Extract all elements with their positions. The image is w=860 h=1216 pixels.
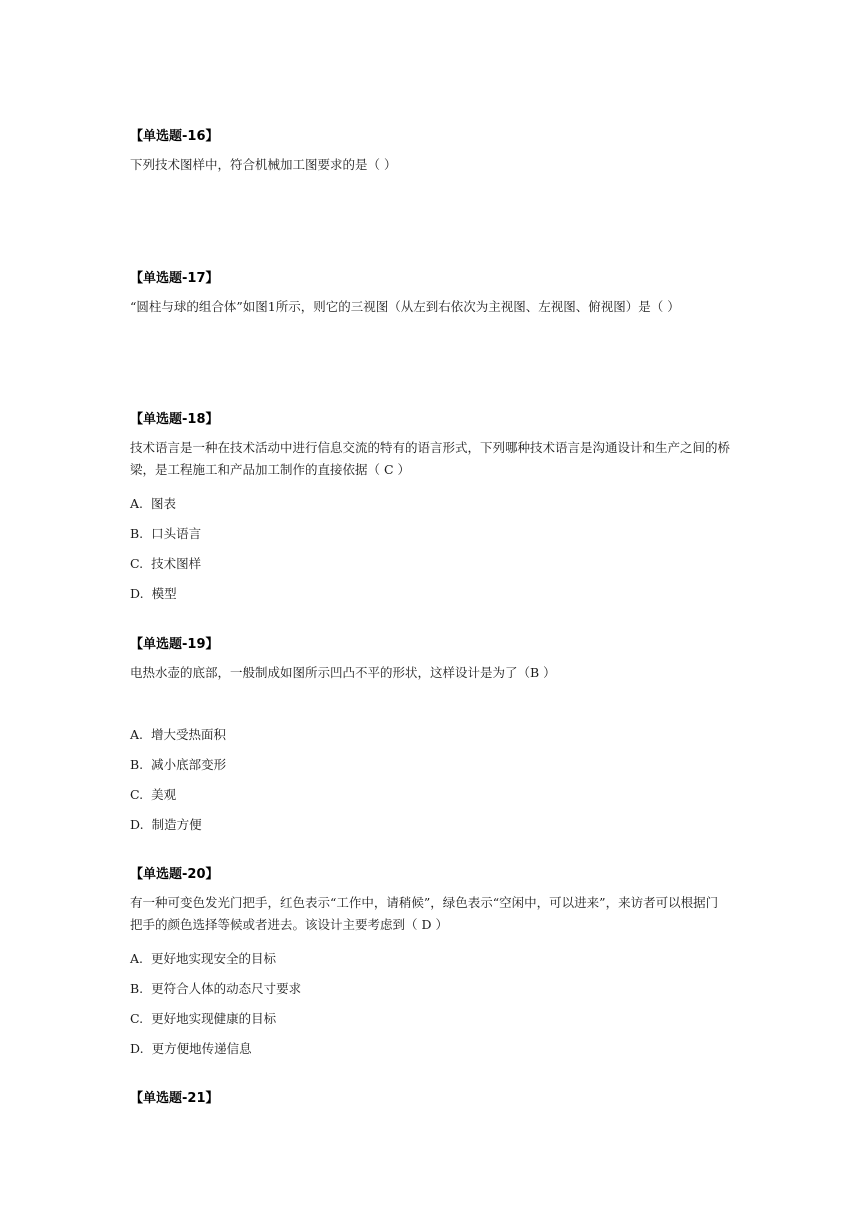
option-d [130, 1039, 730, 1059]
option-letter: C. [130, 556, 144, 571]
option-list [130, 979, 730, 999]
option-text: 技术图样 [151, 556, 202, 571]
question-18 [130, 411, 730, 481]
option-letter: B. [130, 526, 144, 541]
option-list [130, 785, 730, 805]
option-list [130, 494, 730, 514]
option-letter: D. [130, 586, 144, 601]
option-letter: C. [130, 1011, 144, 1026]
option-text: 制造方便 [151, 817, 202, 832]
option-d [130, 584, 730, 604]
option-b [130, 524, 730, 544]
option-letter: B. [130, 757, 144, 772]
option-letter: C. [130, 787, 144, 802]
question-title: 【单选题-18】 [130, 412, 219, 427]
option-c [130, 1009, 730, 1029]
question-stem: 下列技术图样中，符合机械加工图要求的是（ ） [130, 157, 397, 172]
option-c [130, 785, 730, 805]
option-text: 更方便地传递信息 [151, 1041, 252, 1056]
option-text: 图表 [151, 496, 177, 511]
option-letter: A. [130, 951, 144, 966]
question-21 [130, 1090, 730, 1108]
option-text: 模型 [151, 586, 177, 601]
question-title: 【单选题-16】 [130, 129, 219, 144]
option-list [130, 725, 730, 745]
option-text: 美观 [151, 787, 177, 802]
question-stem: 电热水壶的底部，一般制成如图所示凹凸不平的形状，这样设计是为了（B ） [130, 665, 556, 680]
question-stem: “圆柱与球的组合体”如图1所示，则它的三视图（从左到右依次为主视图、左视图、俯视图）是（ ） [130, 299, 680, 314]
option-list [130, 554, 730, 574]
question-20 [130, 866, 730, 936]
option-letter: D. [130, 1041, 144, 1056]
option-b [130, 979, 730, 999]
option-list [130, 815, 730, 835]
option-letter: A. [130, 727, 144, 742]
option-list [130, 1009, 730, 1029]
option-text: 更符合人体的动态尺寸要求 [151, 981, 302, 996]
question-16 [130, 128, 730, 176]
option-a [130, 949, 730, 969]
question-title: 【单选题-19】 [130, 637, 219, 652]
question-stem: 有一种可变色发光门把手，红色表示“工作中，请稍候”，绿色表示“空闲中，可以进来”，来访者可以根据门把手的颜色选择等候或者进去。该设计主要考虑到（ D ） [130, 895, 719, 932]
option-list [130, 755, 730, 775]
question-title: 【单选题-17】 [130, 271, 219, 286]
option-a [130, 725, 730, 745]
question-title: 【单选题-21】 [130, 1091, 219, 1106]
option-list [130, 524, 730, 544]
option-text: 更好地实现健康的目标 [151, 1011, 277, 1026]
option-letter: A. [130, 496, 144, 511]
option-text: 减小底部变形 [151, 757, 227, 772]
question-stem: 技术语言是一种在技术活动中进行信息交流的特有的语言形式，下列哪种技术语言是沟通设计和生产之间的桥梁，是工程施工和产品加工制作的直接依据（ C ） [130, 440, 731, 477]
option-b [130, 755, 730, 775]
option-a [130, 494, 730, 514]
question-title: 【单选题-20】 [130, 867, 219, 882]
option-text: 增大受热面积 [151, 727, 227, 742]
option-d [130, 815, 730, 835]
option-c [130, 554, 730, 574]
question-17 [130, 270, 730, 318]
option-list [130, 949, 730, 969]
option-list [130, 1039, 730, 1059]
option-text: 更好地实现安全的目标 [151, 951, 277, 966]
option-letter: B. [130, 981, 144, 996]
option-letter: D. [130, 817, 144, 832]
question-19 [130, 636, 730, 684]
option-list [130, 584, 730, 604]
option-text: 口头语言 [151, 526, 202, 541]
